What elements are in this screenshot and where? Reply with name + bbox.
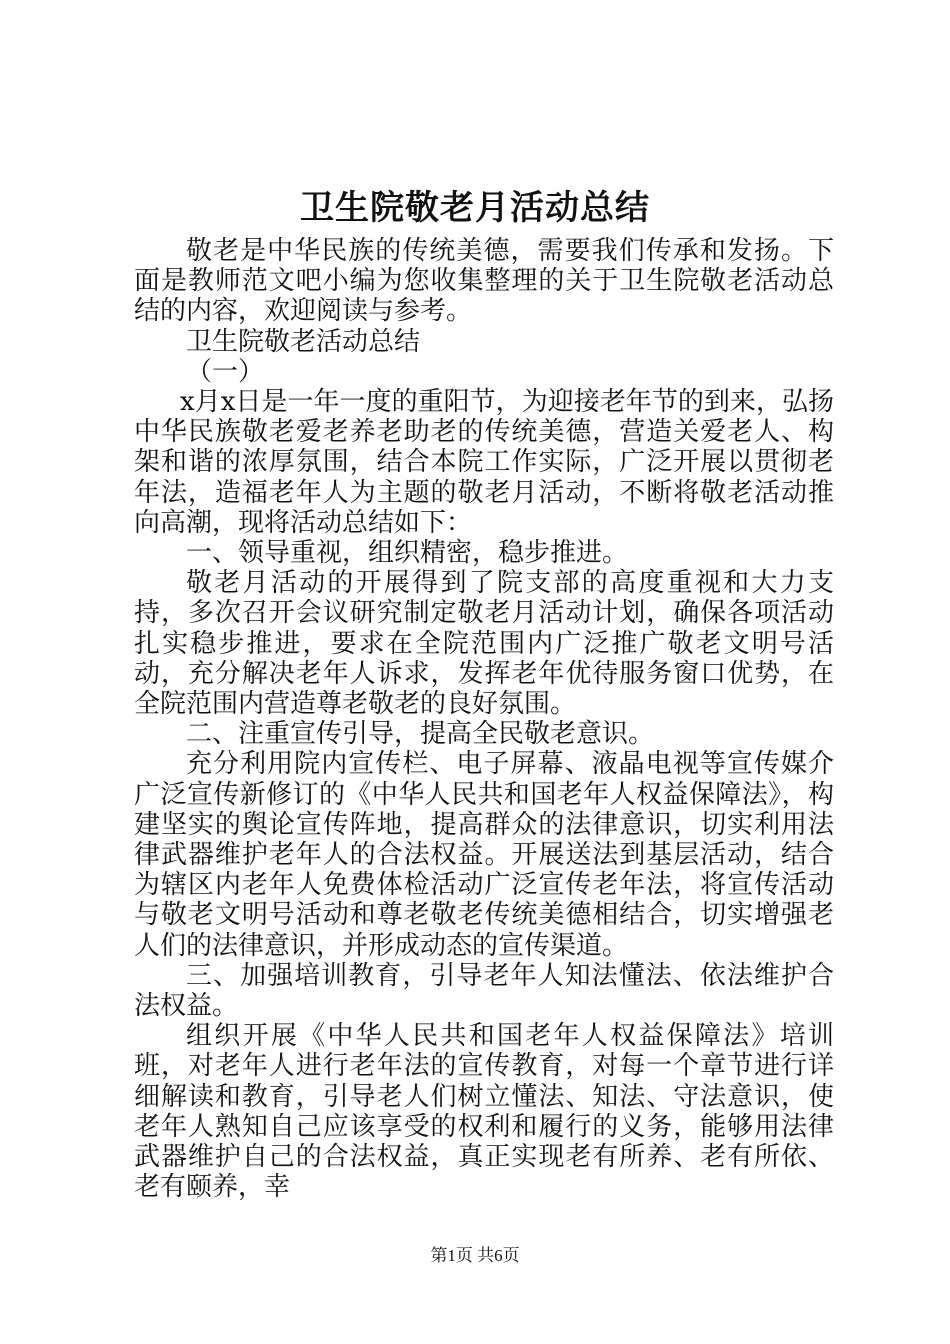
subheading: 一、领导重视，组织精密，稳步推进。: [186, 538, 629, 569]
body-paragraph: x月x日是一年一度的重阳节，为迎接老年节的到来，弘扬中华民族敬老爱老养老助老的传统美德，营造关爱老人、构架和谐的浓厚氛围，结合本院工作实际，广泛开展以贯彻老年法，造福老年人为主题的敬老月活动，不断将敬老活动推向高潮，现将活动总结如下：: [134, 387, 834, 538]
intro-paragraph: 敬老是中华民族的传统美德，需要我们传承和发扬。下面是教师范文吧小编为您收集整理的关于卫生院敬老活动总结的内容，欢迎阅读与参考。: [134, 236, 834, 327]
document-body: [134, 236, 834, 1203]
body-paragraph: 组织开展《中华人民共和国老年人权益保障法》培训班，对老年人进行老年法的宣传教育，对每一个章节进行详细解读和教育，引导老人们树立懂法、知法、守法意识，使老年人熟知自己应该享受的权利和履行的义务，能够用法律武器维护自己的合法权益，真正实现老有所养、老有所依、老有颐养，幸: [134, 1021, 834, 1203]
section-heading: 卫生院敬老活动总结: [186, 326, 421, 357]
subheading: 二、注重宣传引导，提高全民敬老意识。: [186, 719, 655, 750]
part-number: （一）: [186, 356, 265, 387]
body-paragraph: 充分利用院内宣传栏、电子屏幕、液晶电视等宣传媒介广泛宣传新修订的《中华人民共和国老年人权益保障法》，构建坚实的舆论宣传阵地，提高群众的法律意识，切实利用法律武器维护老年人的合法权益。开展送法到基层活动，结合为辖区内老年人免费体检活动广泛宣传老年法，将宣传活动与敬老文明号活动和尊老敬老传统美德相结合，切实增强老人们的法律意识，并形成动态的宣传渠道。: [134, 749, 834, 961]
document-title: 卫生院敬老月活动总结: [300, 188, 650, 228]
subheading: 三、加强培训教育，引导老年人知法懂法、依法维护合法权益。: [134, 960, 834, 1022]
page-footer: 第1页 共6页: [430, 1246, 520, 1265]
body-paragraph: 敬老月活动的开展得到了院支部的高度重视和大力支持，多次召开会议研究制定敬老月活动计划，确保各项活动扎实稳步推进，要求在全院范围内广泛推广敬老文明号活动，充分解决老年人诉求，发挥老年优待服务窗口优势，在全院范围内营造尊老敬老的良好氛围。: [134, 568, 834, 720]
